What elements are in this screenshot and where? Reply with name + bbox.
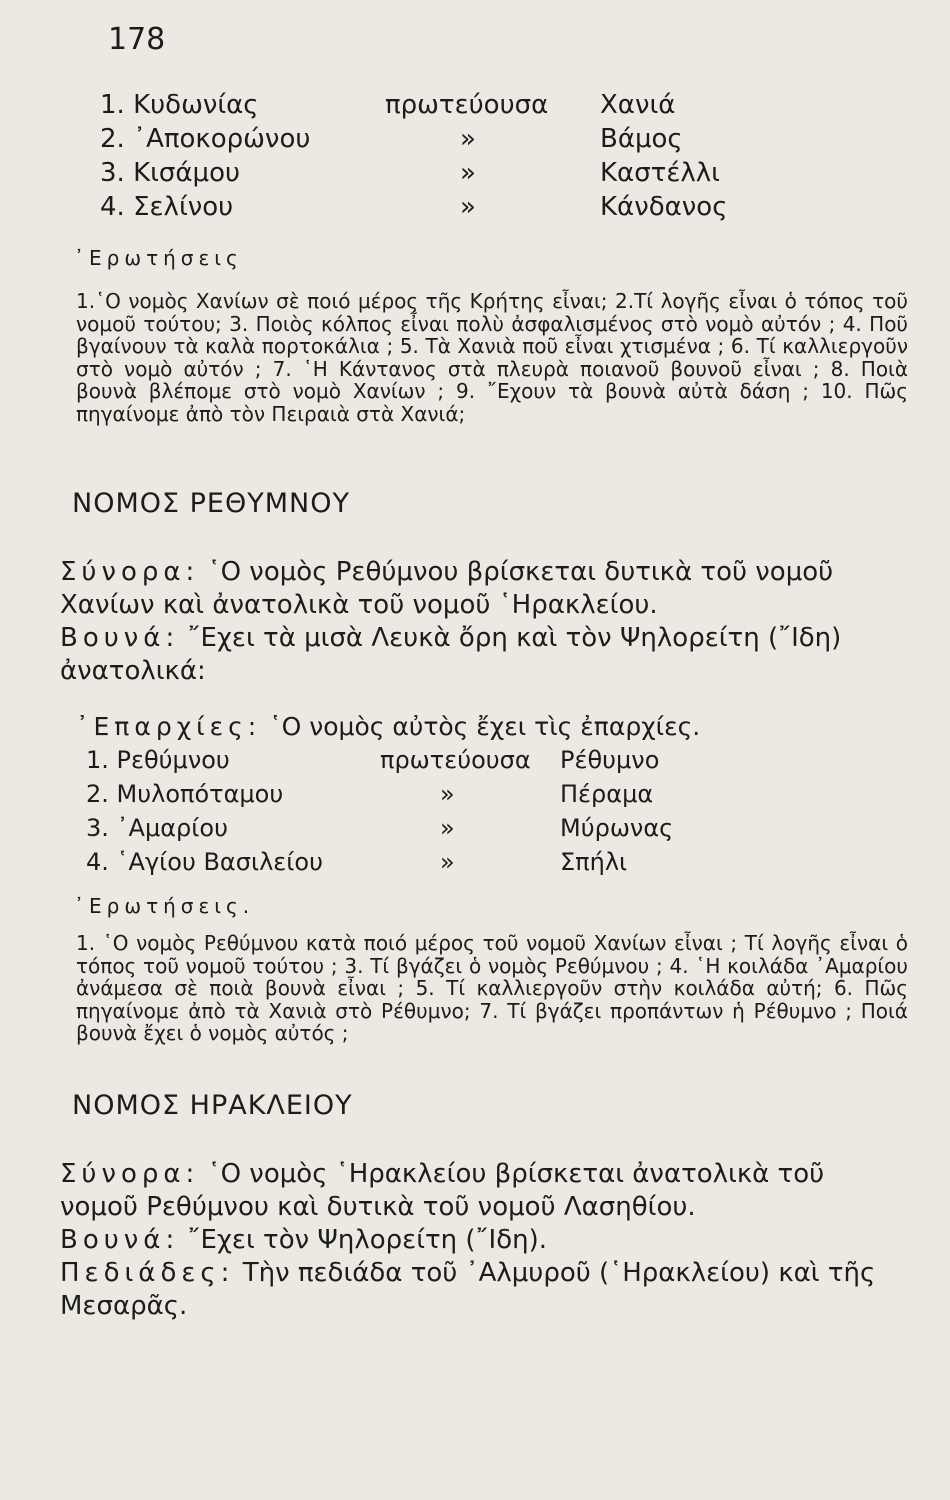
eparchies-label: ᾿Επαρχίες: [76,712,262,741]
table-row [0,848,950,888]
vouna-text: ῎Εχει τὸν Ψηλορείτη (῎Ιδη). [187,1225,547,1255]
ditto-mark: » [460,192,476,222]
capital-name: Κάνδανος [600,192,728,222]
ditto-mark: » [440,780,455,808]
eparchies-text: ῾Ο νομὸς αὐτὸς ἔχει τὶς ἐπαρχίες. [269,712,701,741]
capital-name: Βάμος [600,124,683,154]
pediades-paragraph [60,1257,910,1323]
province-name: 3. ᾿Αμαρίου [86,814,228,842]
province-name: 4. ῾Αγίου Βασιλείου [86,848,323,876]
section-title-rethymno: ΝΟΜΟΣ ΡΕΘΥΜΝΟΥ [72,488,350,519]
synora-text: ῾Ο νομὸς Ρεθύμνου βρίσκεται δυτικὰ τοῦ νομοῦ Χανίων καὶ ἀνατολικὰ τοῦ νομοῦ ῾Ηρακλείου. [60,557,834,620]
vouna-paragraph [60,1224,910,1257]
synora-label: Σύνορα: [60,557,200,587]
pediades-label: Πεδιάδες: [60,1258,235,1288]
vouna-paragraph [60,622,910,688]
table-row [0,192,950,232]
heraklion-description [60,1158,910,1323]
questions-heading: ᾿Ερωτήσεις [74,246,243,270]
capital-label: πρωτεύουσα [385,90,549,120]
eparchies-paragraph [76,710,926,743]
province-name: 1. Κυδωνίας [100,90,259,120]
province-name: 4. Σελίνου [100,192,234,222]
page-number: 178 [108,22,166,57]
province-name: 1. Ρεθύμνου [86,746,230,774]
capital-name: Σπήλι [560,848,628,876]
capital-name: Καστέλλι [600,158,720,188]
questions-paragraph [76,932,908,1045]
province-name: 3. Κισάμου [100,158,241,188]
province-name: 2. Μυλοπόταμου [86,780,284,808]
synora-text: ῾Ο νομὸς ῾Ηρακλείου βρίσκεται ἀνατολικὰ τοῦ νομοῦ Ρεθύμνου καὶ δυτικὰ τοῦ νομοῦ Λασηθίου. [60,1159,825,1222]
questions-heading: ᾿Ερωτήσεις. [74,894,255,918]
vouna-label: Βουνά: [60,623,180,653]
capital-name: Πέραμα [560,780,654,808]
synora-label: Σύνορα: [60,1159,200,1189]
pediades-text: Τὴν πεδιάδα τοῦ ᾿Αλμυροῦ (῾Ηρακλείου) καὶ τῆς Μεσαρᾶς. [60,1258,876,1321]
capital-name: Χανιά [600,90,676,120]
capital-name: Ρέθυμνο [560,746,660,774]
rethymno-description [60,556,910,688]
questions-paragraph [76,290,908,425]
questions-text: 1.῾Ο νομὸς Χανίων σὲ ποιό μέρος τῆς Κρήτης εἶναι; 2.Τί λογῆς εἶναι ὁ τόπος τοῦ νομοῦ τούτου; 3. Ποιὸς κόλπος εἶναι πολὺ ἀσφαλισμένος στὸ νομὸ αὐτόν ; 4. Ποῦ βγαίνουν τὰ καλὰ πορτοκάλια ; 5. Τὰ Χανιὰ ποῦ εἶναι χτισμένα ; 6. Τί καλλιεργοῦν στὸ νομὸ αὐτόν ; 7. ῾Η Κάντανος στὰ πλευρὰ ποιανοῦ βουνοῦ εἶναι ; 8. Ποιὰ βουνὰ βλέπομε στὸ νομὸ Χανίων ; 9. ῎Εχουν τὰ βουνὰ αὐτὰ δάση ; 10. Πῶς πηγαίνομε ἀπὸ τὸν Πειραιὰ στὰ Χανιά; [76,289,908,426]
capital-name: Μύρωνας [560,814,674,842]
ditto-mark: » [460,124,476,154]
vouna-label: Βουνά: [60,1225,180,1255]
questions-text: 1. ῾Ο νομὸς Ρεθύμνου κατὰ ποιό μέρος τοῦ νομοῦ Χανίων εἶναι ; Τί λογῆς εἶναι ὁ τόπος τοῦ νομοῦ τούτου ; 3. Τί βγάζει ὁ νομὸς Ρεθύμνου ; 4. ῾Η κοιλάδα ᾿Αμαρίου ἀνάμεσα σὲ ποιὰ βουνὰ εἶναι ; 5. Τί καλλιεργοῦν στὴν κοιλάδα αὐτή; 6. Πῶς πηγαίνομε ἀπὸ τὰ Χανιὰ στὸ Ρέθυμνο; 7. Τί βγάζει προπάντων ἡ Ρέθυμνο ; Ποιά βουνὰ ἔχει ὁ νομὸς αὐτός ; [76,931,908,1045]
ditto-mark: » [440,848,455,876]
section-title-heraklion: ΝΟΜΟΣ ΗΡΑΚΛΕΙΟΥ [72,1090,353,1121]
ditto-mark: » [460,158,476,188]
capital-label: πρωτεύουσα [380,746,531,774]
synora-paragraph [60,1158,910,1224]
synora-paragraph [60,556,910,622]
vouna-text: ῎Εχει τὰ μισὰ Λευκὰ ὄρη καὶ τὸν Ψηλορείτη (῎Ιδη) ἀνατολικά: [60,623,842,686]
province-name: 2. ᾿Αποκορώνου [100,124,311,154]
ditto-mark: » [440,814,455,842]
